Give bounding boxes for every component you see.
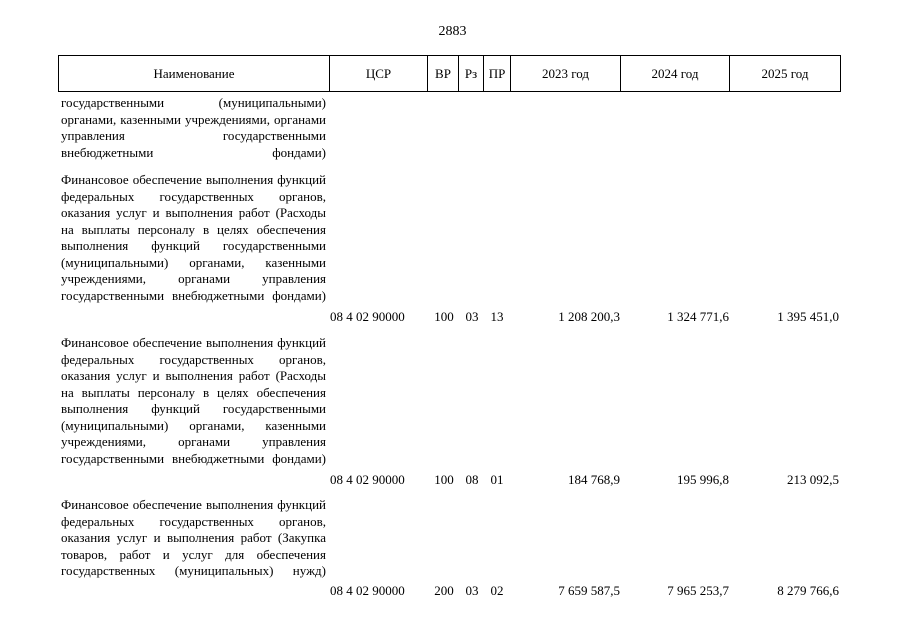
row-2025: 213 092,5: [787, 472, 839, 487]
header-pr: ПР: [484, 56, 511, 91]
row-pr: 01: [490, 472, 504, 487]
row-csr: 08 4 02 90000: [330, 583, 405, 598]
row-rz: 08: [465, 472, 479, 487]
row-name: Финансовое обеспечение выполнения функций федеральных государственных органов, оказания услуг и выполнения работ (Расходы на выплаты персоналу в целях обеспечения выполнения функций государственными (муниципальными) органами, казенными учреждениями, органами управления государственными внебюджетными фондами): [61, 172, 326, 303]
row-vr: 100: [434, 309, 454, 324]
row-rz: 03: [465, 583, 479, 598]
header-csr: ЦСР: [330, 56, 428, 91]
header-2024: 2024 год: [621, 56, 730, 91]
row-vr: 200: [434, 583, 454, 598]
row-2024: 195 996,8: [677, 472, 729, 487]
row-2025: 8 279 766,6: [777, 583, 839, 598]
header-2025: 2025 год: [761, 66, 809, 81]
page-number: 2883: [438, 24, 467, 39]
row-name: Финансовое обеспечение выполнения функций федеральных государственных органов, оказания услуг и выполнения работ (Закупка товаров, работ и услуг для обеспечения государственных (муниципальных) нужд): [61, 497, 326, 578]
row-pr: 02: [490, 583, 504, 598]
row-2024: 1 324 771,6: [667, 309, 729, 324]
table-header: [58, 55, 841, 92]
header-name: Наименование: [59, 56, 330, 91]
row-2023: 7 659 587,5: [558, 583, 620, 598]
row-name: Финансовое обеспечение выполнения функций федеральных государственных органов, оказания услуг и выполнения работ (Расходы на выплаты персоналу в целях обеспечения выполнения функций государственными (муниципальными) органами, казенными учреждениями, органами управления государственными внебюджетными фондами): [61, 335, 326, 466]
row-csr: 08 4 02 90000: [330, 309, 405, 324]
continuation-text: государственными (муниципальными) органами, казенными учреждениями, органами управления государственными внебюджетными фондами): [61, 95, 326, 160]
row-2024: 7 965 253,7: [667, 583, 729, 598]
header-vr: ВР: [428, 56, 459, 91]
row-2023: 1 208 200,3: [558, 309, 620, 324]
row-2025: 1 395 451,0: [777, 309, 839, 324]
row-csr: 08 4 02 90000: [330, 472, 405, 487]
header-2023: 2023 год: [511, 56, 621, 91]
row-2023: 184 768,9: [568, 472, 620, 487]
row-pr: 13: [490, 309, 504, 324]
row-rz: 03: [465, 309, 479, 324]
header-rz: Рз: [459, 56, 484, 91]
row-vr: 100: [434, 472, 454, 487]
